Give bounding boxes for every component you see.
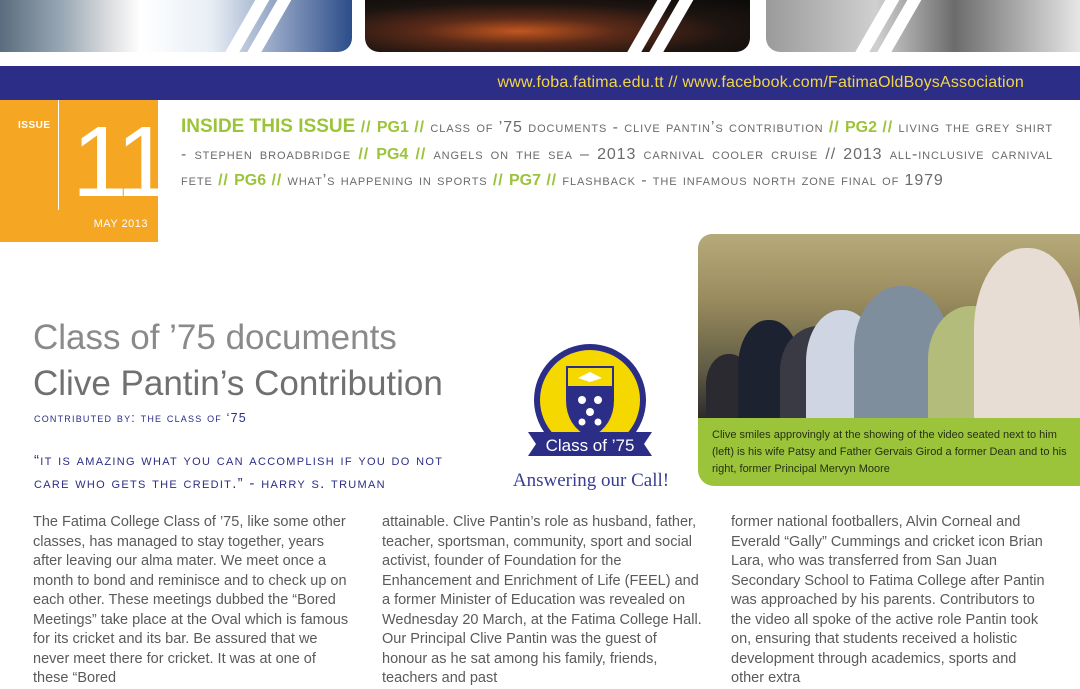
star-icon (595, 419, 602, 426)
article-photo (698, 234, 1080, 418)
toc-page-number: PG6 (234, 172, 267, 189)
issue-label: ISSUE (18, 120, 51, 131)
carnival-photo (0, 0, 352, 52)
article-byline: contributed by: the class of ‘75 (34, 411, 247, 425)
article-headline-line2: Clive Pantin’s Contribution (33, 364, 443, 403)
top-photo-strip (0, 0, 1080, 58)
toc-entry[interactable]: what’s happening in sports (287, 172, 488, 189)
class-of-75-logo (520, 342, 660, 470)
logo-tagline: Answering our Call! (512, 470, 670, 491)
star-icon (594, 396, 602, 404)
toc-page-number: PG4 (376, 145, 409, 163)
article-column-1: The Fatima College Class of ’75, like some other classes, has managed to stay together, years after leaving our alma mater. We meet once a month to bond and reminisce and to check up on each other. These meetings dubbed the “Bored Meetings” take place at the Oval which is famous for its cricket and its bar. Be assured that we never meet there for cricket. It was at one of these “Bored (33, 514, 349, 686)
toc-entry[interactable]: angels on the sea – 2013 carnival cooler cruise // 2013 all-inclusive carnival fete (181, 145, 1053, 189)
logo-ribbon-text: Class of ’75 (545, 436, 635, 455)
inside-this-issue: INSIDE THIS ISSUE // PG1 // class of ’75 documents - clive pantin’s contribution // PG2 // living the grey shirt - stephen broadbridge // PG4 // angels on the sea – 2013 carnival cooler cruise // 2013 all-inclusive carnival fete // PG6 // what’s happening in sports // PG7 // flashback - the infamous north zone final of 1979 (181, 116, 1053, 189)
issue-number: 11 (72, 106, 168, 218)
issue-date: MAY 2013 (93, 218, 148, 230)
issue-badge (0, 100, 168, 242)
article-column-2: attainable. Clive Pantin’s role as husband, father, teacher, sportsman, community, sport and social activist, founder of Foundation for the Enhancement and Enrichment of Life (FEEL) and a former Minister of Education was revealed on Wednesday 20 March, at the Fatima College Hall. Our Principal Clive Pantin was the guest of honour as he sat among his family, friends, teachers and past (382, 514, 702, 686)
toc-page-number: PG7 (508, 172, 541, 189)
article-column-3: former national footballers, Alvin Corneal and Everald “Gally” Cummings and cricket icon Brian Lara, who was transferred from San Juan Secondary School to Fatima College after Pantin was approached by his parents. Contributors to the video all spoke of the active role Pantin took on, ensuring that students received a holistic development through academics, sports and other extra (731, 514, 1045, 686)
toc-heading: INSIDE THIS ISSUE (181, 116, 356, 137)
issue-divider (58, 100, 59, 210)
toc-page-number: PG1 (376, 119, 409, 136)
football-crowd-photo (766, 0, 1080, 52)
url-banner (0, 66, 1080, 100)
article-headline-line1: Class of ’75 documents (33, 318, 397, 357)
performer-photo (365, 0, 750, 52)
photo-caption-box (698, 418, 1080, 486)
photo-caption: Clive smiles approvingly at the showing of the video seated next to him (left) is his wife Patsy and Father Gervais Girod a former Dean and to his right, former Principal Mervyn Moore (712, 429, 1067, 475)
toc-entry[interactable]: class of ’75 documents - clive pantin’s contribution (430, 119, 824, 136)
toc-page-number: PG2 (845, 119, 878, 136)
star-icon (586, 408, 594, 416)
article-quote: “it is amazing what you can accomplish if you do not care who gets the credit.” - harry s. truman (34, 452, 444, 492)
website-links[interactable]: www.foba.fatima.edu.tt // www.facebook.com/FatimaOldBoysAssociation (497, 74, 1024, 91)
person-silhouette (974, 248, 1080, 418)
star-icon (579, 419, 586, 426)
star-icon (578, 396, 586, 404)
toc-entry[interactable]: living the grey shirt - stephen broadbridge (181, 119, 1053, 163)
toc-entry[interactable]: flashback - the infamous north zone final of 1979 (562, 172, 944, 189)
